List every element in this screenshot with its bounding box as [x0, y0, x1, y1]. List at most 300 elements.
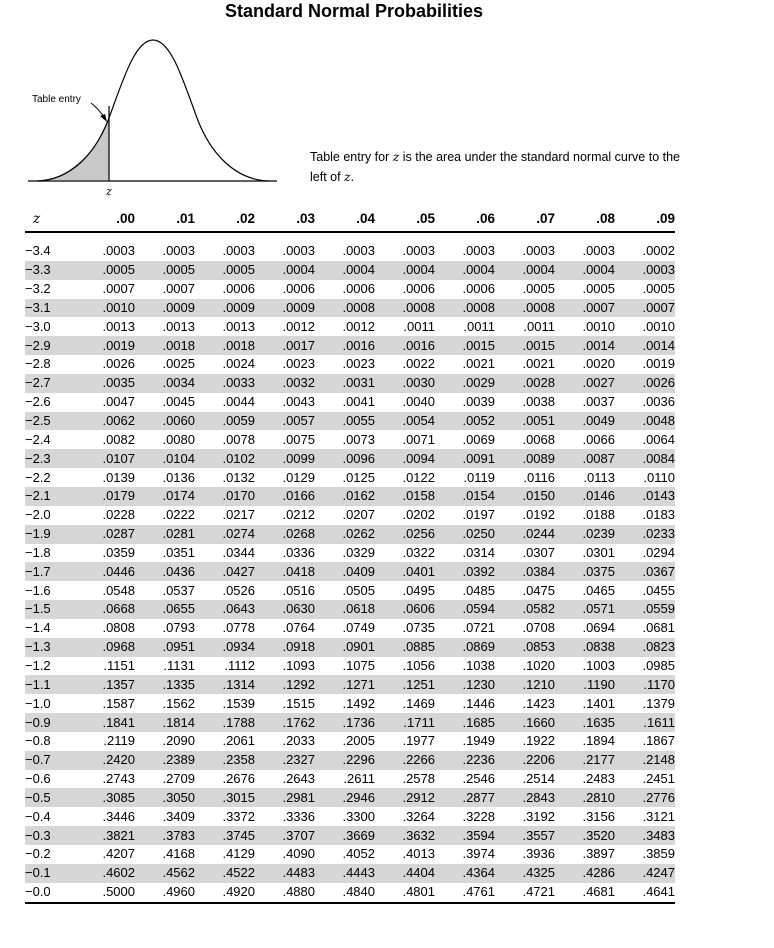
z-value-cell: −2.6: [25, 394, 51, 410]
z-value-cell: −3.2: [25, 281, 51, 297]
header-col: .01: [135, 206, 195, 232]
probability-cell: .3372: [222, 808, 255, 824]
probability-cell: .1003: [582, 657, 615, 673]
probability-cell: .0075: [282, 431, 315, 447]
probability-cell: .0044: [222, 394, 255, 410]
probability-cell: .1711: [375, 713, 435, 732]
z-value-cell: −0.8: [25, 733, 51, 749]
z-value-cell: −0.7: [25, 751, 75, 770]
probability-cell: .0778: [222, 620, 255, 636]
probability-cell: .1736: [315, 713, 375, 732]
probability-cell: .0516: [282, 582, 315, 598]
probability-cell: .0037: [582, 394, 615, 410]
header-col: .08: [555, 206, 615, 232]
probability-cell: .0582: [495, 600, 555, 619]
probability-cell: .0078: [222, 431, 255, 447]
probability-cell: .0008: [375, 299, 435, 318]
probability-cell: .0052: [435, 412, 495, 431]
probability-cell: .4641: [615, 883, 675, 903]
z-value-cell: −1.0: [25, 695, 51, 711]
z-value-cell: −0.4: [25, 808, 51, 824]
probability-cell: .0869: [435, 638, 495, 657]
probability-cell: .0384: [495, 562, 555, 581]
probability-cell: .0012: [282, 318, 315, 334]
probability-cell: .0006: [342, 281, 375, 297]
probability-cell: .0329: [342, 544, 375, 560]
probability-cell: .1151: [103, 657, 135, 673]
probability-cell: .4207: [102, 846, 135, 862]
probability-cell: .0012: [342, 318, 375, 334]
z-value-cell: −3.0: [25, 318, 51, 334]
probability-cell: .0024: [222, 356, 255, 372]
table-body: [25, 232, 675, 903]
probability-cell: .0013: [102, 318, 135, 334]
probability-cell: .1131: [163, 657, 195, 673]
probability-cell: .2843: [495, 788, 555, 807]
probability-cell: .0045: [162, 394, 195, 410]
z-value-cell: −3.3: [25, 261, 75, 280]
probability-cell: .2611: [343, 771, 375, 787]
probability-cell: .3594: [435, 826, 495, 845]
probability-cell: .0019: [642, 356, 675, 372]
z-value-cell: −2.4: [25, 431, 51, 447]
probability-cell: .0475: [522, 582, 555, 598]
table-header-row: [25, 206, 675, 232]
table-row: [25, 317, 675, 336]
table-row: [25, 468, 675, 487]
z-value-cell: −2.3: [25, 449, 75, 468]
probability-cell: .0029: [435, 374, 495, 393]
z-label: z: [106, 185, 112, 198]
probability-cell: .2810: [555, 788, 615, 807]
probability-cell: .3483: [615, 826, 675, 845]
probability-cell: .4404: [375, 864, 435, 883]
probability-cell: .0853: [495, 638, 555, 657]
probability-cell: .2912: [375, 788, 435, 807]
probability-cell: .1762: [255, 713, 315, 732]
z-value-cell: −1.6: [25, 582, 51, 598]
probability-cell: .0217: [222, 507, 255, 523]
probability-cell: .0022: [402, 356, 435, 372]
probability-cell: .0418: [255, 562, 315, 581]
probability-cell: .3557: [495, 826, 555, 845]
note-z-1: z: [392, 149, 400, 164]
table-row: [25, 751, 675, 770]
probability-cell: .0446: [75, 562, 135, 581]
probability-cell: .4364: [435, 864, 495, 883]
z-value-cell: −1.1: [25, 675, 75, 694]
probability-cell: .2119: [103, 733, 135, 749]
probability-cell: .0007: [555, 299, 615, 318]
probability-cell: .4761: [435, 883, 495, 903]
probability-cell: .2514: [522, 771, 555, 787]
probability-cell: .0007: [162, 281, 195, 297]
probability-cell: .1515: [282, 695, 315, 711]
probability-cell: .0026: [102, 356, 135, 372]
probability-cell: .0918: [255, 638, 315, 657]
probability-cell: .0003: [342, 243, 375, 259]
probability-cell: .1170: [615, 675, 675, 694]
table-row: [25, 525, 675, 544]
probability-cell: .0091: [435, 449, 495, 468]
probability-cell: .0026: [615, 374, 675, 393]
probability-cell: .3446: [102, 808, 135, 824]
probability-cell: .0301: [582, 544, 615, 560]
z-value-cell: −3.1: [25, 299, 75, 318]
probability-cell: .0003: [162, 243, 195, 259]
probability-cell: .0003: [582, 243, 615, 259]
probability-cell: .0401: [375, 562, 435, 581]
probability-cell: .4013: [402, 846, 435, 862]
probability-cell: .3632: [375, 826, 435, 845]
probability-cell: .0035: [75, 374, 135, 393]
probability-cell: .2327: [255, 751, 315, 770]
probability-cell: .1894: [582, 733, 615, 749]
probability-cell: .4247: [615, 864, 675, 883]
note-text-1: Table entry for: [310, 150, 393, 164]
probability-cell: .1788: [195, 713, 255, 732]
probability-cell: .0838: [555, 638, 615, 657]
probability-cell: .1190: [555, 675, 615, 694]
probability-cell: .0122: [402, 469, 435, 485]
probability-cell: .0594: [435, 600, 495, 619]
table-row: [25, 430, 675, 449]
probability-cell: .3264: [402, 808, 435, 824]
probability-cell: .0018: [195, 336, 255, 355]
probability-cell: .0681: [642, 620, 675, 636]
table-row: [25, 638, 675, 657]
normal-curve-diagram: [25, 30, 285, 198]
probability-cell: .0322: [402, 544, 435, 560]
z-value-cell: −0.3: [25, 826, 75, 845]
probability-cell: .3783: [135, 826, 195, 845]
probability-cell: .0146: [555, 487, 615, 506]
probability-cell: .1112: [224, 657, 255, 673]
probability-cell: .0793: [162, 620, 195, 636]
probability-cell: .0951: [135, 638, 195, 657]
probability-cell: .0006: [222, 281, 255, 297]
probability-cell: .0073: [342, 431, 375, 447]
probability-cell: .0166: [255, 487, 315, 506]
table-row: [25, 412, 675, 431]
probability-cell: .0188: [582, 507, 615, 523]
z-value-cell: −2.7: [25, 374, 75, 393]
probability-cell: .0003: [222, 243, 255, 259]
probability-cell: .0228: [102, 507, 135, 523]
probability-cell: .0023: [342, 356, 375, 372]
table-row: [25, 657, 675, 676]
probability-cell: .0011: [463, 318, 495, 334]
probability-cell: .0655: [135, 600, 195, 619]
probability-cell: .0808: [102, 620, 135, 636]
probability-cell: .0885: [375, 638, 435, 657]
probability-cell: .3936: [522, 846, 555, 862]
probability-cell: .1949: [462, 733, 495, 749]
probability-cell: .2776: [615, 788, 675, 807]
probability-cell: .2236: [435, 751, 495, 770]
probability-cell: .0344: [222, 544, 255, 560]
table-row: [25, 883, 675, 903]
probability-cell: .0314: [462, 544, 495, 560]
arrow-head: [100, 114, 107, 122]
probability-cell: .1635: [555, 713, 615, 732]
probability-cell: .0005: [582, 281, 615, 297]
probability-cell: .0025: [162, 356, 195, 372]
probability-cell: .0192: [522, 507, 555, 523]
probability-cell: .0244: [495, 525, 555, 544]
probability-cell: .1357: [75, 675, 135, 694]
probability-cell: .2578: [402, 771, 435, 787]
table-row: [25, 807, 675, 826]
probability-cell: .0104: [135, 449, 195, 468]
probability-cell: .0392: [435, 562, 495, 581]
probability-cell: .0129: [282, 469, 315, 485]
probability-cell: .0427: [195, 562, 255, 581]
probability-cell: .0003: [402, 243, 435, 259]
probability-cell: .0036: [642, 394, 675, 410]
table-row: [25, 619, 675, 638]
z-value-cell: −0.9: [25, 713, 75, 732]
probability-cell: .1685: [435, 713, 495, 732]
probability-cell: .3520: [555, 826, 615, 845]
probability-cell: .1314: [195, 675, 255, 694]
probability-cell: .1038: [462, 657, 495, 673]
probability-cell: .0274: [195, 525, 255, 544]
probability-cell: .0033: [195, 374, 255, 393]
probability-cell: .0375: [555, 562, 615, 581]
probability-cell: .4052: [342, 846, 375, 862]
probability-cell: .0015: [495, 336, 555, 355]
spacer-cell: [25, 232, 675, 242]
probability-cell: .4840: [315, 883, 375, 903]
probability-cell: .0089: [495, 449, 555, 468]
z-value-cell: −0.0: [25, 883, 75, 903]
probability-cell: .1562: [162, 695, 195, 711]
probability-cell: .1977: [402, 733, 435, 749]
probability-cell: .0003: [462, 243, 495, 259]
probability-cell: .0008: [435, 299, 495, 318]
z-value-cell: −2.5: [25, 412, 75, 431]
probability-cell: .5000: [75, 883, 135, 903]
probability-cell: .4286: [555, 864, 615, 883]
probability-cell: .0968: [75, 638, 135, 657]
probability-cell: .1469: [402, 695, 435, 711]
probability-cell: .1660: [495, 713, 555, 732]
probability-cell: .3121: [642, 808, 675, 824]
table-row: [25, 280, 675, 299]
probability-cell: .1251: [375, 675, 435, 694]
probability-cell: .0606: [375, 600, 435, 619]
probability-cell: .0020: [582, 356, 615, 372]
z-value-cell: −1.4: [25, 620, 51, 636]
probability-cell: .2177: [555, 751, 615, 770]
probability-cell: .2090: [162, 733, 195, 749]
probability-cell: .1539: [222, 695, 255, 711]
table-row: [25, 732, 675, 751]
probability-cell: .1814: [135, 713, 195, 732]
table-row: [25, 355, 675, 374]
probability-cell: .0051: [495, 412, 555, 431]
table-row: [25, 864, 675, 883]
table-row: [25, 393, 675, 412]
probability-cell: .0041: [342, 394, 375, 410]
probability-cell: .0183: [642, 507, 675, 523]
probability-cell: .2033: [282, 733, 315, 749]
z-value-cell: −0.5: [25, 788, 75, 807]
table-row: [25, 562, 675, 581]
probability-cell: .0004: [315, 261, 375, 280]
probability-cell: .0336: [282, 544, 315, 560]
probability-cell: .0004: [255, 261, 315, 280]
header-col: .05: [375, 206, 435, 232]
probability-cell: .0268: [255, 525, 315, 544]
probability-cell: .0048: [615, 412, 675, 431]
probability-cell: .4920: [195, 883, 255, 903]
probability-cell: .0764: [282, 620, 315, 636]
probability-cell: .2709: [162, 771, 195, 787]
probability-cell: .0618: [315, 600, 375, 619]
probability-cell: .1335: [135, 675, 195, 694]
probability-cell: .3707: [255, 826, 315, 845]
probability-cell: .2451: [642, 771, 675, 787]
header-col: .06: [435, 206, 495, 232]
probability-cell: .0080: [162, 431, 195, 447]
table-row: [25, 600, 675, 619]
probability-cell: .0014: [555, 336, 615, 355]
probability-cell: .0032: [255, 374, 315, 393]
probability-cell: .0006: [402, 281, 435, 297]
probability-cell: .2643: [282, 771, 315, 787]
probability-cell: .0233: [615, 525, 675, 544]
table-row: [25, 487, 675, 506]
probability-cell: .1446: [462, 695, 495, 711]
probability-cell: .1379: [642, 695, 675, 711]
probability-cell: .0014: [615, 336, 675, 355]
probability-cell: .3228: [462, 808, 495, 824]
probability-cell: .0162: [315, 487, 375, 506]
table-description: [310, 147, 690, 187]
probability-cell: .1401: [582, 695, 615, 711]
probability-cell: .0294: [642, 544, 675, 560]
probability-cell: .0721: [462, 620, 495, 636]
probability-cell: .0057: [255, 412, 315, 431]
probability-cell: .0281: [135, 525, 195, 544]
probability-cell: .0222: [162, 507, 195, 523]
table-row: [25, 581, 675, 600]
probability-cell: .0359: [102, 544, 135, 560]
probability-cell: .0495: [402, 582, 435, 598]
z-value-cell: −2.8: [25, 356, 51, 372]
probability-cell: .4681: [555, 883, 615, 903]
probability-cell: .4721: [495, 883, 555, 903]
probability-cell: .1271: [315, 675, 375, 694]
probability-cell: .0008: [315, 299, 375, 318]
probability-cell: .0030: [375, 374, 435, 393]
z-value-cell: −1.8: [25, 544, 51, 560]
probability-cell: .2743: [102, 771, 135, 787]
probability-cell: .0367: [615, 562, 675, 581]
probability-cell: .0158: [375, 487, 435, 506]
probability-cell: .0010: [75, 299, 135, 318]
probability-cell: .4090: [282, 846, 315, 862]
probability-cell: .0007: [615, 299, 675, 318]
probability-cell: .2061: [222, 733, 255, 749]
probability-cell: .0901: [315, 638, 375, 657]
probability-cell: .4522: [195, 864, 255, 883]
probability-cell: .0436: [135, 562, 195, 581]
probability-cell: .3192: [522, 808, 555, 824]
probability-cell: .0038: [522, 394, 555, 410]
probability-cell: .0062: [75, 412, 135, 431]
z-value-cell: −0.1: [25, 864, 75, 883]
probability-cell: .0107: [75, 449, 135, 468]
probability-cell: .0262: [315, 525, 375, 544]
probability-cell: .4483: [255, 864, 315, 883]
probability-cell: .3974: [462, 846, 495, 862]
table-entry-label: Table entry: [32, 94, 81, 105]
z-value-cell: −2.1: [25, 487, 75, 506]
probability-cell: .2483: [582, 771, 615, 787]
probability-cell: .2358: [195, 751, 255, 770]
probability-cell: .0010: [582, 318, 615, 334]
probability-cell: .0455: [642, 582, 675, 598]
probability-cell: .0016: [375, 336, 435, 355]
probability-cell: .0125: [342, 469, 375, 485]
table-row: [25, 299, 675, 318]
table-row: [25, 675, 675, 694]
probability-cell: .0154: [435, 487, 495, 506]
probability-cell: .0027: [555, 374, 615, 393]
probability-cell: .0049: [555, 412, 615, 431]
probability-cell: .0007: [102, 281, 135, 297]
probability-cell: .0207: [342, 507, 375, 523]
probability-cell: .0008: [495, 299, 555, 318]
probability-cell: .1867: [642, 733, 675, 749]
probability-cell: .0006: [282, 281, 315, 297]
probability-cell: .0019: [75, 336, 135, 355]
probability-cell: .0023: [282, 356, 315, 372]
probability-cell: .0004: [555, 261, 615, 280]
probability-cell: .0016: [315, 336, 375, 355]
header-col: .03: [255, 206, 315, 232]
probability-cell: .3859: [642, 846, 675, 862]
probability-cell: .4129: [222, 846, 255, 862]
z-value-cell: −2.9: [25, 336, 75, 355]
z-value-cell: −1.2: [25, 657, 51, 673]
probability-cell: .3015: [195, 788, 255, 807]
probability-cell: .0004: [375, 261, 435, 280]
z-value-cell: −1.5: [25, 600, 75, 619]
probability-cell: .0537: [162, 582, 195, 598]
probability-cell: .0116: [523, 469, 555, 485]
table-row: [25, 826, 675, 845]
probability-cell: .0735: [402, 620, 435, 636]
probability-cell: .0084: [615, 449, 675, 468]
probability-cell: .2296: [315, 751, 375, 770]
probability-cell: .0017: [255, 336, 315, 355]
probability-cell: .0150: [495, 487, 555, 506]
probability-cell: .0069: [462, 431, 495, 447]
table-row: [25, 449, 675, 468]
probability-cell: .0011: [523, 318, 555, 334]
probability-cell: .3745: [195, 826, 255, 845]
probability-cell: .3156: [582, 808, 615, 824]
probability-cell: .0003: [615, 261, 675, 280]
probability-cell: .0087: [555, 449, 615, 468]
probability-cell: .2981: [255, 788, 315, 807]
table-row: [25, 242, 675, 261]
probability-cell: .0239: [555, 525, 615, 544]
